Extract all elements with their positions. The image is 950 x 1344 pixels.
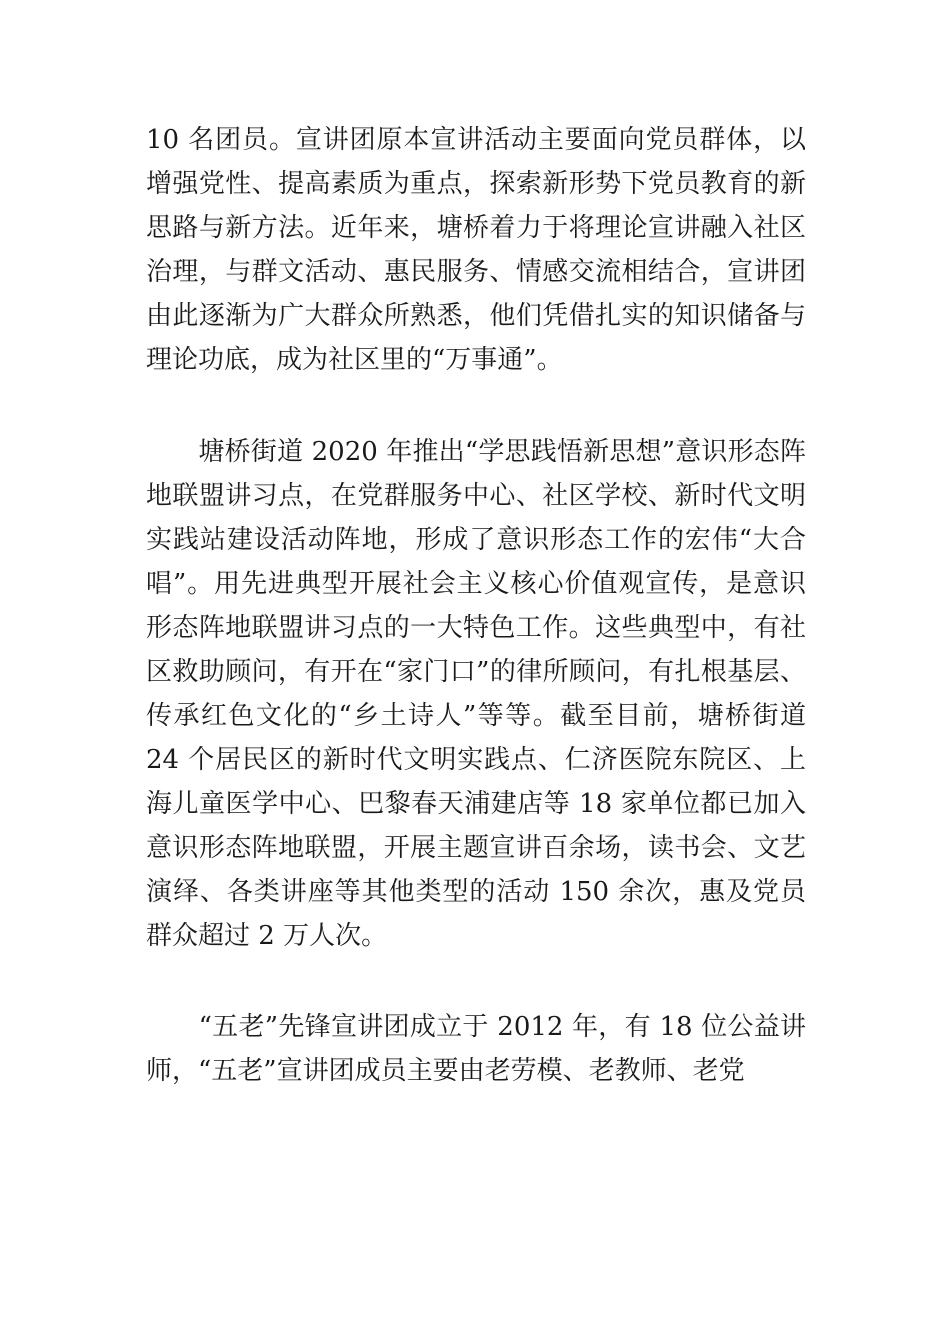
paragraph-propaganda-team: 10 名团员。宣讲团原本宣讲活动主要面向党员群体，以增强党性、提高素质为重点，探索新形势下党员教育的新思路与新方法。近年来，塘桥着力于将理论宣讲融入社区治理，与群文活动、惠民服务、情感交流相结合，宣讲团由此逐渐为广大群众所熟悉，他们凭借扎实的知识储备与理论功底，成为社区里的“万事通”。: [146, 125, 806, 375]
paragraph-five-elders-team: “五老”先锋宣讲团成立于 2012 年，有 18 位公益讲师，“五老”宣讲团成员主要由老劳模、老教师、老党: [146, 1012, 806, 1086]
paragraph-ideology-alliance: 塘桥街道 2020 年推出“学思践悟新思想”意识形态阵地联盟讲习点，在党群服务中心、社区学校、新时代文明实践站建设活动阵地，形成了意识形态工作的宏伟“大合唱”。用先进典型开展社会主义核心价值观宣传，是意识形态阵地联盟讲习点的一大特色工作。这些典型中，有社区救助顾问，有开在“家门口”的律所顾问，有扎根基层、传承红色文化的“乡土诗人”等等。截至目前，塘桥街道 24 个居民区的新时代文明实践点、仁济医院东院区、上海儿童医学中心、巴黎春天浦建店等 18 家单位都已加入意识形态阵地联盟，开展主题宣讲百余场，读书会、文艺演绎、各类讲座等其他类型的活动 150 余次，惠及党员群众超过 2 万人次。: [146, 437, 815, 951]
